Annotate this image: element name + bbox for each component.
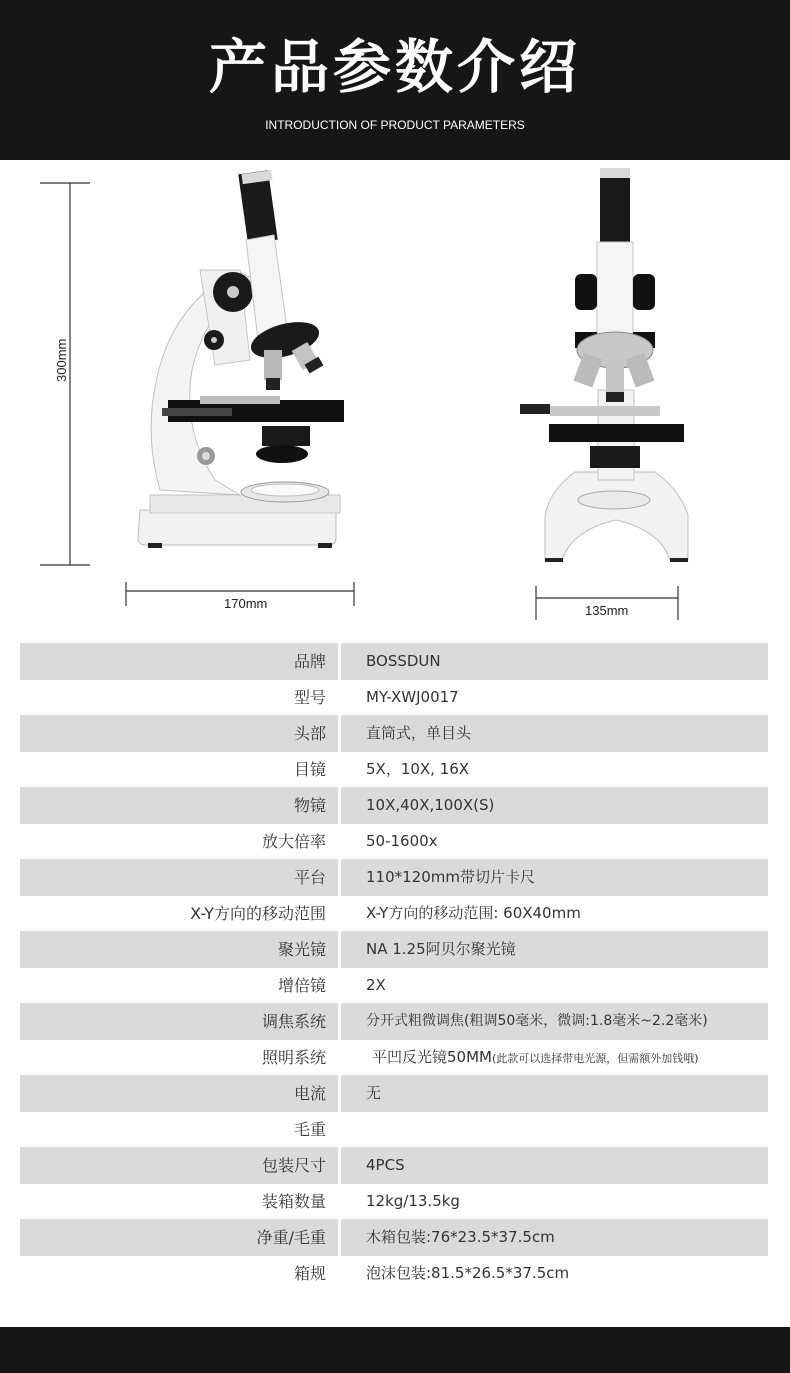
table-row	[20, 715, 768, 752]
table-row	[20, 824, 768, 859]
spec-value: 10X,40X,100X(S)	[366, 796, 495, 814]
column-divider	[338, 787, 341, 824]
spec-value: 5X，10X, 16X	[366, 760, 470, 778]
table-row	[20, 1219, 768, 1256]
microscope-illustration	[0, 160, 790, 635]
column-divider	[338, 1075, 341, 1112]
page-subtitle: INTRODUCTION OF PRODUCT PARAMETERS	[265, 118, 525, 132]
spec-value: MY-XWJ0017	[366, 688, 459, 706]
spec-value	[366, 1112, 770, 1147]
spec-value: 50-1600x	[366, 832, 438, 850]
table-row	[20, 1003, 768, 1040]
spec-label: 目镜	[293, 760, 326, 779]
column-divider	[338, 1147, 341, 1184]
footer-band	[0, 1327, 790, 1373]
spec-label: 品牌	[293, 652, 326, 671]
spec-value: 木箱包装:76*23.5*37.5cm	[366, 1228, 555, 1246]
spec-value: 直筒式，单目头	[366, 724, 472, 742]
spec-label: 箱规	[293, 1264, 326, 1283]
table-row	[20, 787, 768, 824]
column-divider	[338, 859, 341, 896]
front-width-dimension-label: 135mm	[585, 603, 629, 618]
spec-value: 无	[366, 1084, 382, 1102]
spec-value: 110*120mm带切片卡尺	[366, 868, 535, 886]
spec-label: 平台	[293, 868, 326, 887]
table-row	[20, 968, 768, 1003]
spec-value	[372, 1040, 772, 1075]
spec-value-main: 平凹反光镜50MM	[372, 1048, 492, 1066]
table-row	[20, 859, 768, 896]
table-row	[20, 680, 768, 715]
spec-value: BOSSDUN	[366, 652, 441, 670]
table-row	[20, 1112, 768, 1147]
specs-table	[20, 643, 768, 1291]
header-band	[0, 0, 790, 160]
column-divider	[338, 643, 341, 680]
column-divider	[338, 1219, 341, 1256]
spec-value-note: (此款可以选择带电光源，但需额外加钱哦)	[491, 1052, 699, 1065]
spec-label: X-Y方向的移动范围	[190, 904, 326, 923]
microscope-side-view	[138, 170, 344, 548]
spec-label: 放大倍率	[261, 832, 326, 851]
spec-value: 12kg/13.5kg	[366, 1192, 460, 1210]
table-row	[20, 1147, 768, 1184]
spec-value: 泡沫包装:81.5*26.5*37.5cm	[366, 1264, 570, 1282]
table-row	[20, 1040, 768, 1075]
table-row	[20, 1075, 768, 1112]
microscope-front-view	[520, 168, 688, 562]
spec-label: 型号	[293, 688, 326, 707]
height-dimension-label: 300mm	[54, 338, 69, 382]
spec-label: 聚光镜	[277, 940, 326, 959]
spec-value: NA 1.25阿贝尔聚光镜	[366, 940, 516, 958]
spec-value: 分开式粗微调焦(粗调50毫米，微调:1.8毫米~2.2毫米)	[366, 1013, 708, 1029]
spec-value: 2X	[366, 976, 386, 994]
table-row	[20, 896, 768, 931]
table-row	[20, 643, 768, 680]
spec-label: 增倍镜	[277, 976, 326, 995]
table-row	[20, 931, 768, 968]
spec-label: 电流	[293, 1084, 326, 1103]
spec-label: 照明系统	[261, 1048, 326, 1067]
table-row	[20, 1256, 768, 1291]
page-title: 产品参数介绍	[208, 33, 581, 101]
column-divider	[338, 1003, 341, 1040]
spec-value: X-Y方向的移动范围: 60X40mm	[366, 904, 581, 922]
spec-label: 头部	[293, 724, 326, 743]
table-row	[20, 1184, 768, 1219]
column-divider	[338, 931, 341, 968]
spec-label: 毛重	[293, 1120, 326, 1139]
spec-value: 4PCS	[366, 1156, 405, 1174]
column-divider	[338, 715, 341, 752]
spec-label: 物镜	[293, 796, 326, 815]
spec-label: 装箱数量	[261, 1192, 326, 1211]
product-figure	[0, 160, 790, 635]
spec-label: 净重/毛重	[256, 1228, 326, 1247]
spec-label: 调焦系统	[261, 1012, 326, 1031]
side-width-dimension-label: 170mm	[224, 596, 268, 611]
spec-label: 包装尺寸	[261, 1156, 326, 1175]
table-row	[20, 752, 768, 787]
